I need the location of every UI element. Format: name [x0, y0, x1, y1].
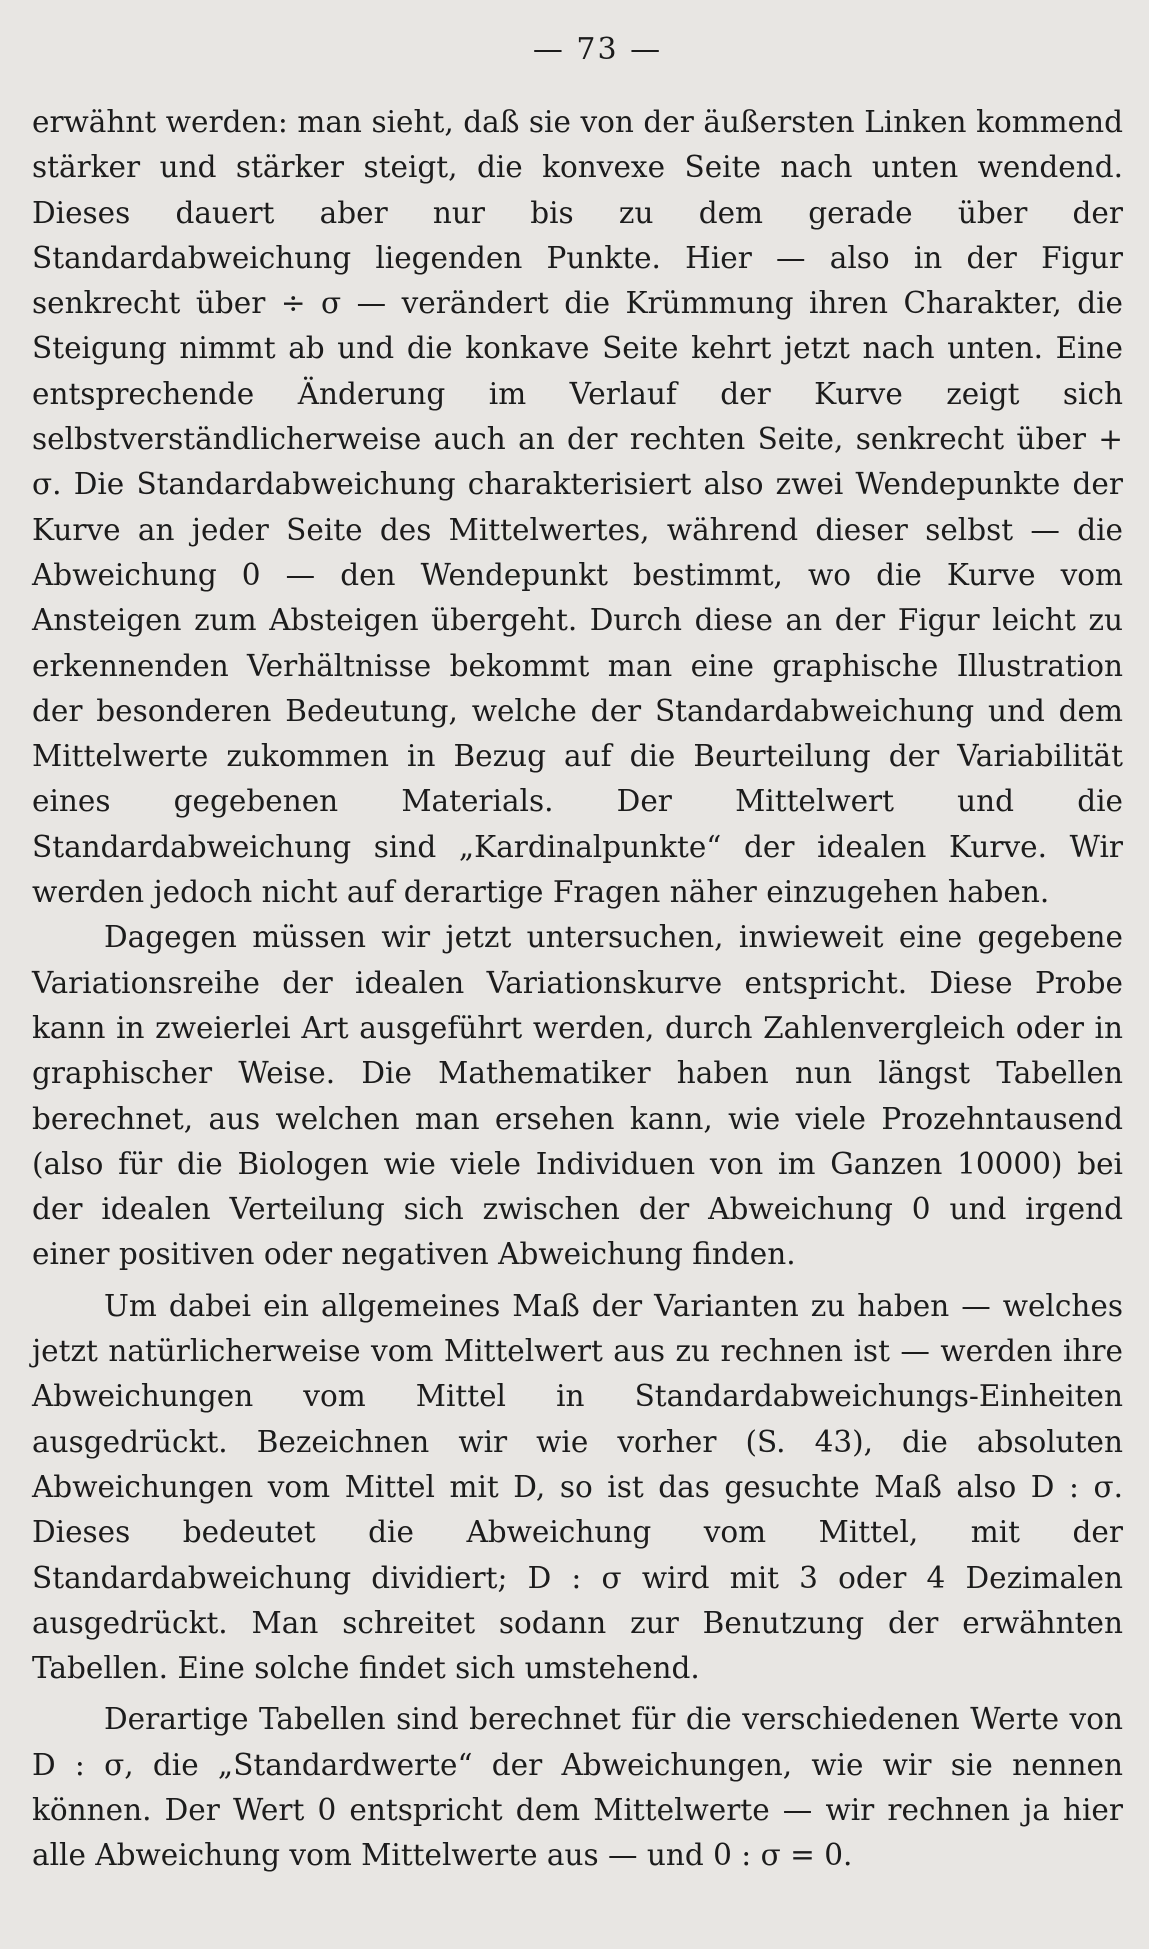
page-number-header: — 73 — — [532, 32, 663, 67]
paragraph-3: Um dabei ein allgemeines Maß der Varianten zu haben — welches jetzt natürlicherweise vom Mittelwert aus zu rechnen ist — werden ihre Abweichungen vom Mittel in Standardabweichungs-Einheiten ausgedrückt. Bezeichnen wir wie vorher (S. 43), die absoluten Abweichungen vom Mittel mit D, so ist das gesuchte Maß also D : σ. Dieses bedeutet die Abweichung vom Mittel, mit der Standardabweichung dividiert; D : σ wird mit 3 oder 4 Dezimalen ausgedrückt. Man schreitet sodann zur Benutzung der erwähnten Tabellen. Eine solche findet sich umstehend. — [32, 1288, 1123, 1686]
paragraph-1: erwähnt werden: man sieht, daß sie von der äußersten Linken kommend stärker und stärker steigt, die konvexe Seite nach unten wendend. Dieses dauert aber nur bis zu dem gerade über der Standardabweichung liegenden Punkte. Hier — also in der Figur senkrecht über ÷ σ — verändert die Krümmung ihren Charakter, die Steigung nimmt ab und die konkave Seite kehrt jetzt nach unten. Eine entsprechende Änderung im Verlauf der Kurve zeigt sich selbstverständlicherweise auch an der rechten Seite, senkrecht über + σ. Die Standardabweichung charakterisiert also zwei Wendepunkte der Kurve an jeder Seite des Mittelwertes, während dieser selbst — die Abweichung 0 — den Wendepunkt bestimmt, wo die Kurve vom Ansteigen zum Absteigen übergeht. Durch diese an der Figur leicht zu erkennenden Verhältnisse bekommt man eine graphische Illustration der besonderen Bedeutung, welche der Standardabweichung und dem Mittelwerte zukommen in Bezug auf die Beurteilung der Variabilität eines gegebenen Materials. Der Mittelwert und die Standardabweichung sind „Kardinalpunkte“ der idealen Kurve. Wir werden jedoch nicht auf derartige Fragen näher einzugehen haben. — [32, 105, 1123, 910]
paragraph-4: Derartige Tabellen sind berechnet für die verschiedenen Werte von D : σ, die „Standardwerte“ der Abweichungen, wie wir sie nennen können. Der Wert 0 entspricht dem Mittelwerte — wir rechnen ja hier alle Abweichung vom Mittelwerte aus — und 0 : σ = 0. — [32, 1702, 1123, 1873]
paragraph-2: Dagegen müssen wir jetzt untersuchen, inwieweit eine gegebene Variationsreihe der idealen Variationskurve entspricht. Diese Probe kann in zweierlei Art ausgeführt werden, durch Zahlenvergleich oder in graphischer Weise. Die Mathematiker haben nun längst Tabellen berechnet, aus welchen man ersehen kann, wie viele Prozehntausend (also für die Biologen wie viele Individuen von im Ganzen 10000) bei der idealen Verteilung sich zwischen der Abweichung 0 und irgend einer positiven oder negativen Abweichung finden. — [32, 920, 1123, 1272]
